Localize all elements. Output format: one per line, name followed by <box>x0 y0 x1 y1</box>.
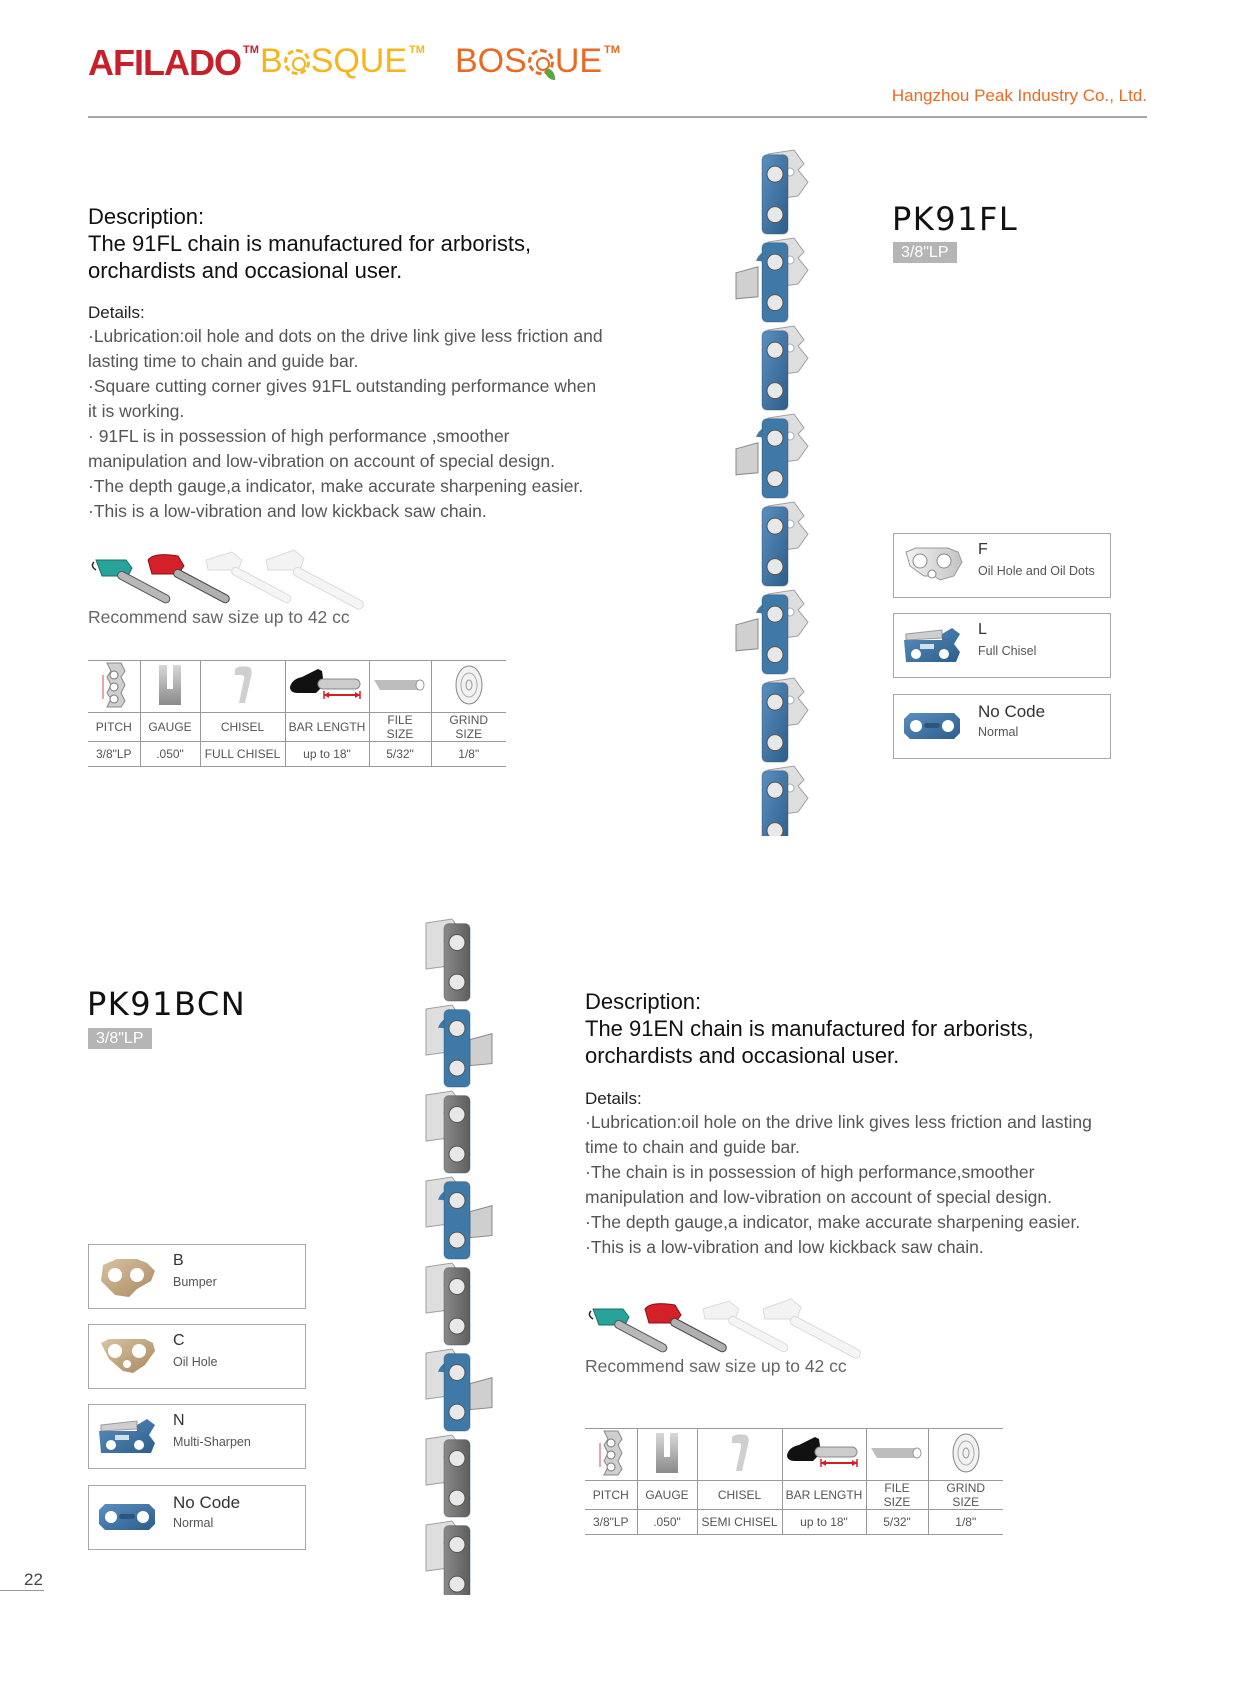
file-size-icon <box>374 676 426 694</box>
spec-value: 5/32" <box>369 742 431 767</box>
chain-image-pk91fl <box>726 146 816 836</box>
spec-icon-row <box>88 661 506 713</box>
details-line: ·Lubrication:oil hole on the drive link gives less friction and lasting <box>585 1112 1092 1132</box>
file-size-icon <box>871 1444 923 1462</box>
leaf-icon <box>545 68 555 80</box>
details-line: ·Lubrication:oil hole and dots on the drive link give less friction and <box>88 326 603 346</box>
details-line: lasting time to chain and guide bar. <box>88 351 359 371</box>
gauge-icon <box>656 1433 678 1473</box>
cutter-link <box>736 243 788 322</box>
code-box-b <box>88 1244 306 1309</box>
page-number: 22 <box>24 1570 43 1589</box>
spec-value: 5/32" <box>866 1510 928 1535</box>
pitch-badge: 3/8"LP <box>88 1028 152 1049</box>
gear-icon <box>284 49 310 75</box>
recommend-saw-size: Recommend saw size up to 42 cc <box>88 607 350 627</box>
code-description: Oil Hole <box>173 1355 218 1369</box>
pitch-badge: 3/8"LP <box>893 242 957 263</box>
grind-size-icon <box>455 665 483 705</box>
spec-header: CHISEL <box>697 1481 782 1510</box>
description-line: orchardists and occasional user. <box>585 1043 900 1068</box>
spec-value: 3/8"LP <box>95 747 132 761</box>
description-line: The 91EN chain is manufactured for arborists, <box>585 1016 1034 1041</box>
details-line: ·The depth gauge,a indicator, make accurate sharpening easier. <box>88 476 584 496</box>
details-title: Details: <box>585 1089 642 1108</box>
bronze-bumper-link-icon <box>97 1257 159 1297</box>
spec-header: PITCH <box>592 1488 629 1502</box>
cutter-link <box>736 419 788 498</box>
side-link <box>762 331 788 410</box>
spec-value: FULL CHISEL <box>200 742 285 767</box>
cutter-link <box>438 1354 492 1431</box>
side-link <box>444 1440 470 1517</box>
code-description: Normal <box>978 725 1019 739</box>
company-name: Hangzhou Peak Industry Co., Ltd. <box>891 86 1147 105</box>
spec-value: SEMI CHISEL <box>697 1510 782 1535</box>
spec-header: FILE SIZE <box>866 1481 928 1510</box>
spec-value: 3/8"LP <box>592 1515 629 1529</box>
code-description: Multi-Sharpen <box>173 1435 251 1449</box>
bronze-oil-hole-link-icon <box>97 1337 159 1377</box>
trademark-mark: TM <box>409 44 425 56</box>
code-description: Oil Hole and Oil Dots <box>978 564 1095 578</box>
spec-table <box>88 660 506 767</box>
details-line: ·The depth gauge,a indicator, make accurate sharpening easier. <box>585 1212 1081 1232</box>
cutter-link <box>438 1182 492 1259</box>
details-line: · 91FL is in possession of high performance ,smoother <box>88 426 510 446</box>
page-number-rule <box>0 1590 44 1591</box>
chainsaw-size-icons <box>585 1295 865 1359</box>
code-letter: F <box>978 541 988 558</box>
model-name: PK91FL <box>892 200 1019 238</box>
details-line: ·The chain is in possession of high performance,smoother <box>585 1162 1035 1182</box>
spec-value: up to 18" <box>285 742 369 767</box>
description-title: Description: <box>585 989 702 1014</box>
code-box-n <box>88 1404 306 1469</box>
spec-value: 1/8" <box>431 742 506 767</box>
bosque-logo-yellow <box>260 42 425 81</box>
product-2-details <box>585 1088 1185 1260</box>
side-link <box>762 771 788 836</box>
code-box-no-code <box>88 1485 306 1550</box>
code-letter: L <box>978 621 987 638</box>
description-line: orchardists and occasional user. <box>88 258 403 283</box>
details-line: manipulation and low-vibration on account of special design. <box>585 1187 1052 1207</box>
code-box-l <box>893 613 1111 678</box>
bosque-logo-text-right: UE <box>554 42 603 80</box>
blue-full-chisel-cutter-icon <box>902 626 964 666</box>
bosque-logo-text-left: BOS <box>455 42 527 80</box>
code-letter: No Code <box>173 1493 241 1512</box>
silver-drive-link-icon <box>902 546 964 586</box>
details-line: ·Square cutting corner gives 91FL outstanding performance when <box>88 376 597 396</box>
spec-header: BAR LENGTH <box>285 713 369 742</box>
code-letter: B <box>173 1252 184 1269</box>
spec-header-row <box>88 713 506 742</box>
chisel-icon <box>233 665 253 705</box>
details-line: it is working. <box>88 401 185 421</box>
spec-header: GRIND SIZE <box>928 1481 1003 1510</box>
side-link <box>762 683 788 762</box>
spec-value: 1/8" <box>928 1510 1003 1535</box>
spec-value-row <box>88 742 506 767</box>
bar-length-icon <box>787 1435 861 1471</box>
recommend-saw-size: Recommend saw size up to 42 cc <box>585 1356 847 1376</box>
product-1-details <box>88 302 688 524</box>
side-link <box>444 1268 470 1345</box>
spec-icon-row <box>585 1429 1003 1481</box>
side-link <box>444 1526 470 1595</box>
trademark-mark: TM <box>604 44 620 56</box>
code-letter: N <box>173 1412 185 1429</box>
gauge-icon <box>159 665 181 705</box>
blue-side-link-icon <box>902 707 964 747</box>
details-line: time to chain and guide bar. <box>585 1137 801 1157</box>
spec-value-row <box>585 1510 1003 1535</box>
model-name: PK91BCN <box>87 985 247 1023</box>
spec-value: up to 18" <box>782 1510 866 1535</box>
side-link <box>444 924 470 1001</box>
description-title: Description: <box>88 204 205 229</box>
spec-header: GAUGE <box>140 713 200 742</box>
code-description: Full Chisel <box>978 644 1037 658</box>
blue-side-link-icon <box>97 1498 159 1538</box>
spec-table <box>585 1428 1003 1535</box>
code-description: Normal <box>173 1516 214 1530</box>
spec-header: BAR LENGTH <box>782 1481 866 1510</box>
product-2-description <box>585 988 1185 1069</box>
spec-header: GAUGE <box>637 1481 697 1510</box>
side-link <box>444 1096 470 1173</box>
pitch-icon <box>594 1429 628 1477</box>
spec-header: GRIND SIZE <box>431 713 506 742</box>
blue-multi-sharpen-cutter-icon <box>97 1417 159 1457</box>
chain-image-pk91bcn <box>420 915 510 1595</box>
afilado-logo-text: AFILADO <box>88 42 241 83</box>
bosque-logo-text-left: B <box>260 42 283 80</box>
header-divider <box>88 116 1147 118</box>
cutter-link <box>736 595 788 674</box>
spec-header: PITCH <box>95 720 132 734</box>
details-line: ·This is a low-vibration and low kickback saw chain. <box>88 501 487 521</box>
details-line: ·This is a low-vibration and low kickback saw chain. <box>585 1237 984 1257</box>
spec-value: .050" <box>140 742 200 767</box>
bosque-logo-text-right: SQUE <box>310 42 408 80</box>
code-box-c <box>88 1324 306 1389</box>
trademark-mark: TM <box>242 44 259 56</box>
description-line: The 91FL chain is manufactured for arborists, <box>88 231 532 256</box>
side-link <box>762 507 788 586</box>
spec-header: FILE SIZE <box>369 713 431 742</box>
afilado-logo <box>88 42 259 84</box>
code-letter: C <box>173 1332 185 1349</box>
bar-length-icon <box>290 667 364 703</box>
cutter-link <box>438 1010 492 1087</box>
product-1-description <box>88 203 688 284</box>
spec-header-row <box>585 1481 1003 1510</box>
spec-header: CHISEL <box>200 713 285 742</box>
code-box-no-code <box>893 694 1111 759</box>
details-line: manipulation and low-vibration on account of special design. <box>88 451 555 471</box>
code-letter: No Code <box>978 702 1046 721</box>
pitch-icon <box>97 661 131 709</box>
code-description: Bumper <box>173 1275 217 1289</box>
chisel-icon <box>730 1433 750 1473</box>
side-link <box>762 155 788 234</box>
details-title: Details: <box>88 303 145 322</box>
spec-value: .050" <box>637 1510 697 1535</box>
code-box-f <box>893 533 1111 598</box>
grind-size-icon <box>952 1433 980 1473</box>
bosque-logo-orange <box>455 42 620 81</box>
gear-leaf-icon <box>528 49 554 75</box>
chainsaw-size-icons <box>88 546 368 610</box>
